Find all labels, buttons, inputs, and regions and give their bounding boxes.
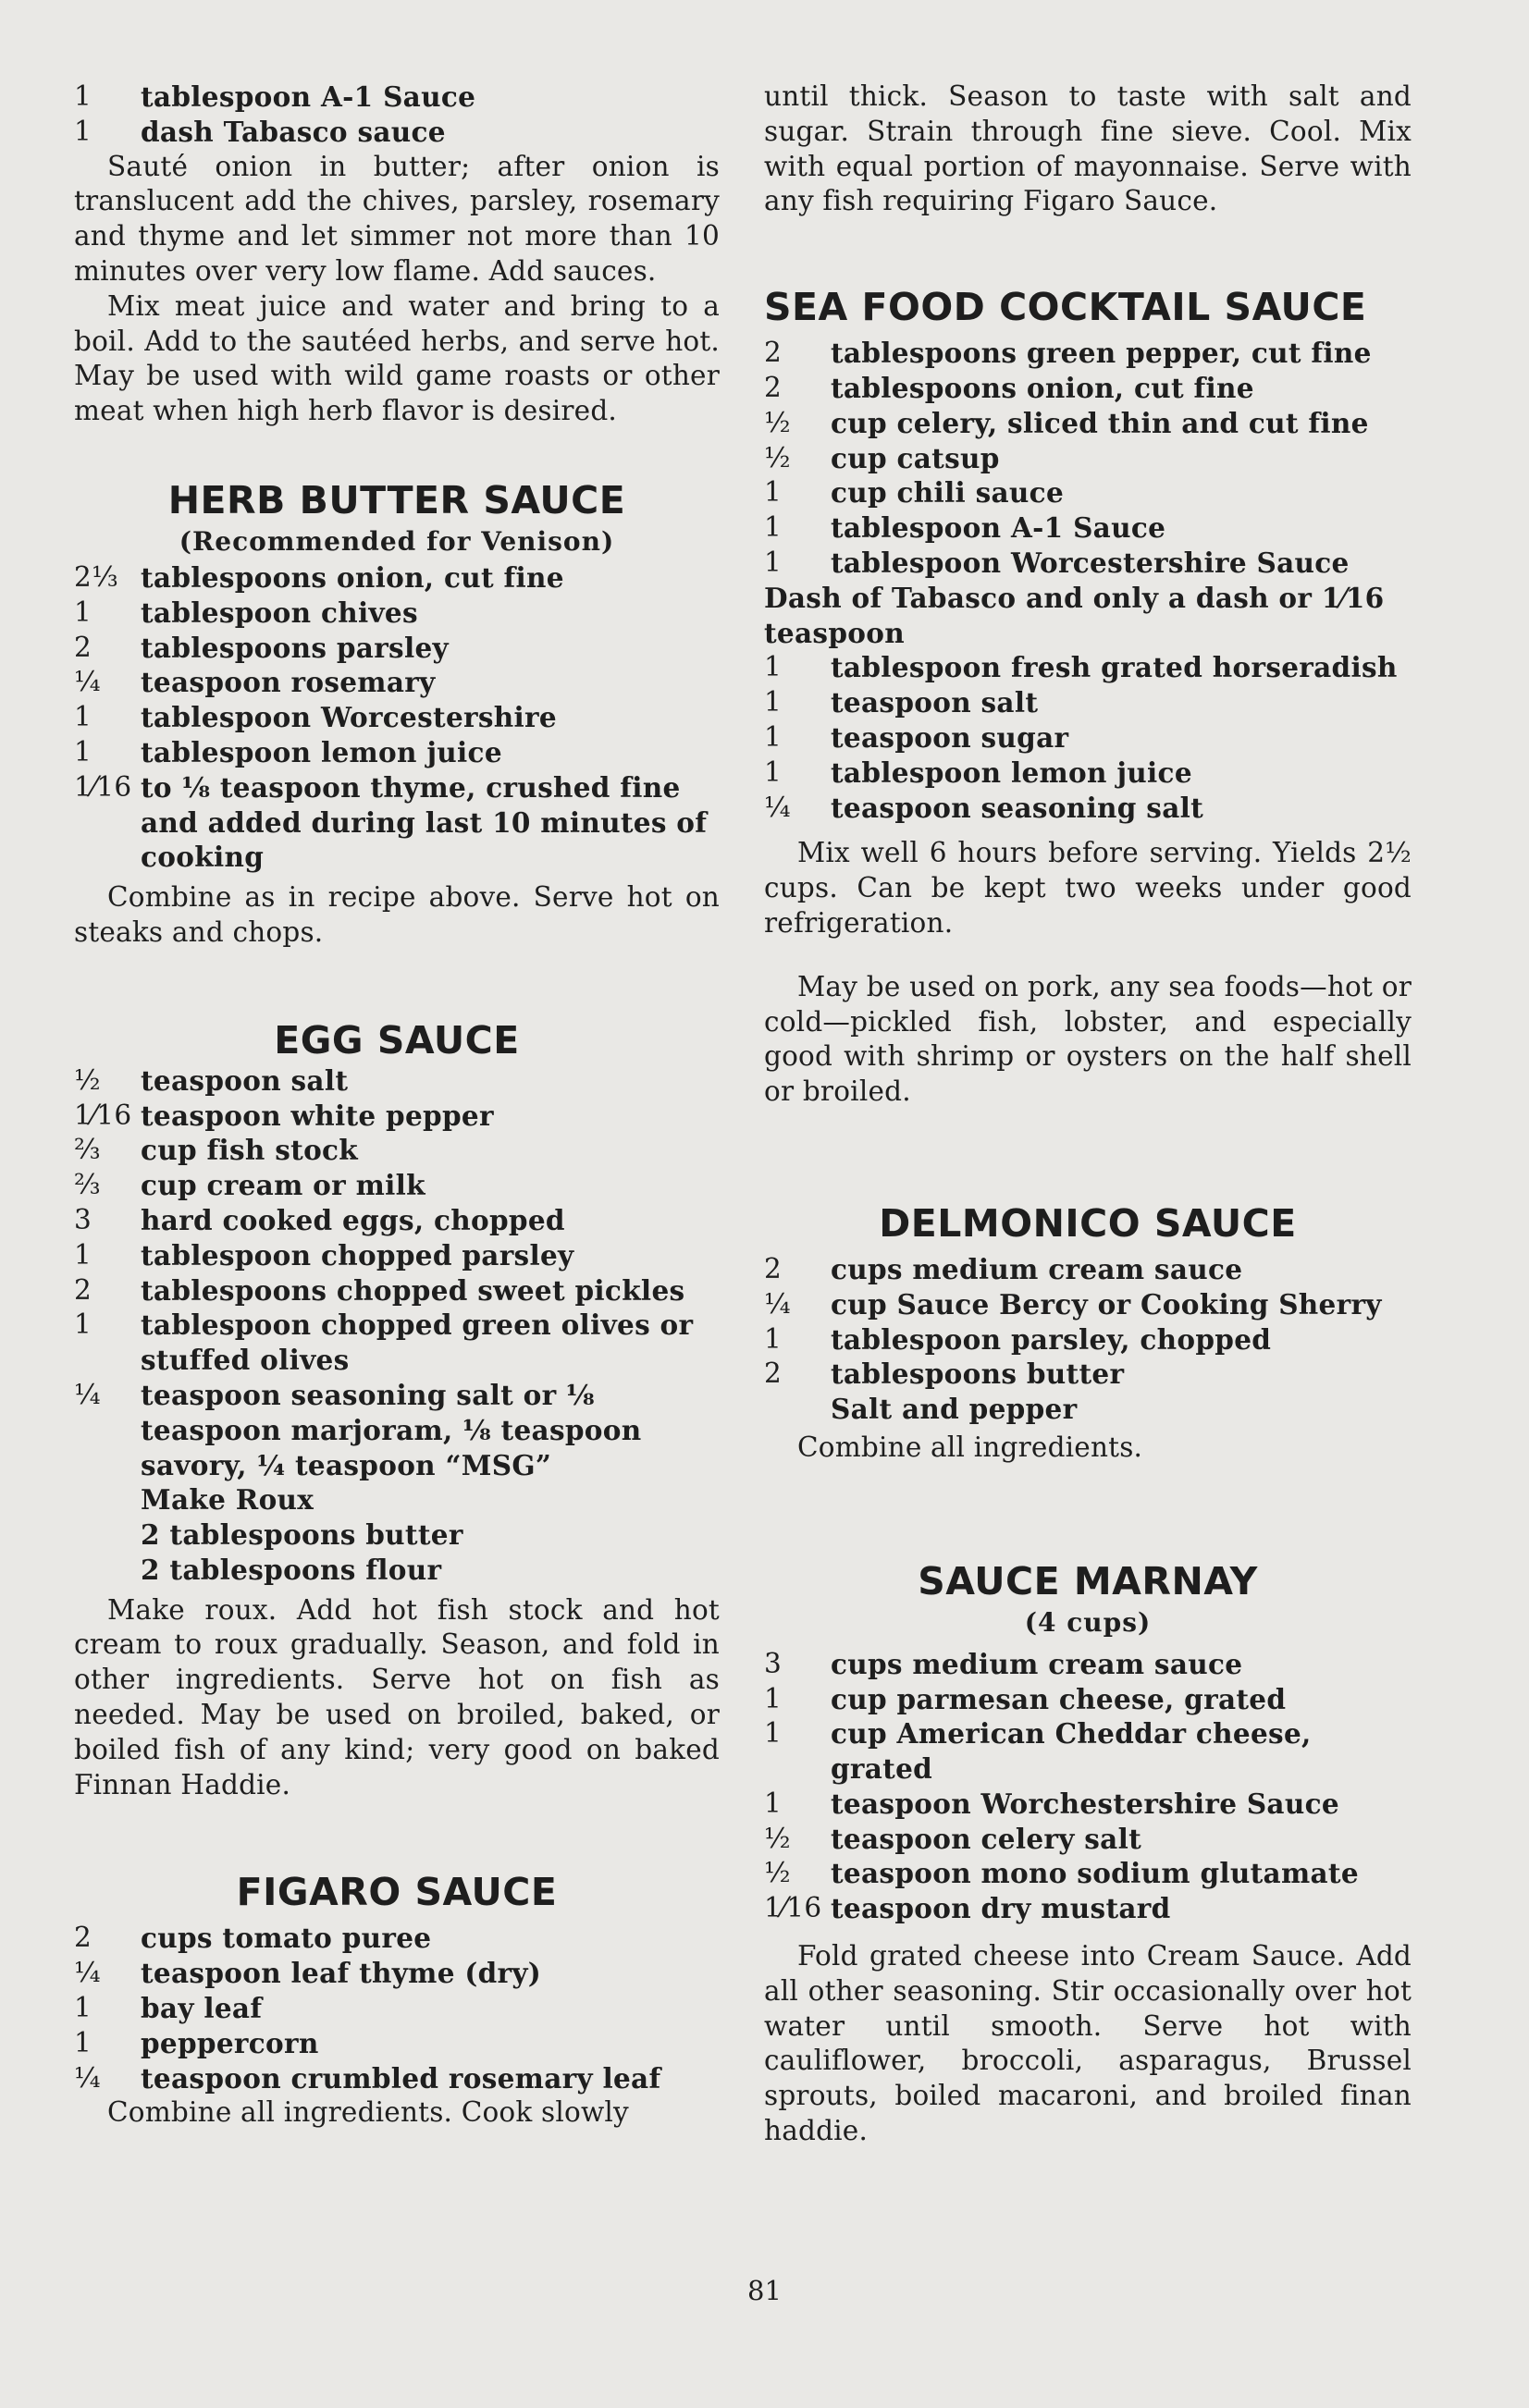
ingredient-text: tablespoons onion, cut fine <box>831 371 1254 404</box>
ingredient-row <box>764 1891 1412 1926</box>
ingredient-row <box>74 1133 720 1168</box>
ingredient-text: teaspoon seasoning salt <box>831 791 1204 824</box>
ingredient-row <box>74 1991 720 2026</box>
ingredient-text: cup fish stock <box>141 1134 359 1167</box>
ingredient-row <box>74 1921 720 1956</box>
ingredient-text: cup parmesan cheese, grated <box>831 1682 1287 1715</box>
ingredient-quantity: ¼ <box>764 791 791 823</box>
ingredient-row <box>74 770 720 875</box>
ingredient-row <box>74 115 720 150</box>
ingredient-text: tablespoons onion, cut fine <box>141 560 564 594</box>
ingredient-row <box>74 1099 720 1134</box>
ingredient-text: teaspoon Worchestershire Sauce <box>831 1787 1339 1820</box>
herb-butter-method: Combine as in recipe above. Serve hot on steaks and chops. <box>74 881 720 948</box>
ingredient-row <box>74 2061 720 2096</box>
ingredient-text: cup celery, sliced thin and cut fine <box>831 406 1369 439</box>
ingredient-row <box>764 720 1412 756</box>
ingredient-text: tablespoon chopped parsley <box>141 1238 574 1272</box>
ingredient-quantity: 1 <box>764 756 783 788</box>
ingredient-row <box>74 1482 720 1517</box>
ingredient-text: tablespoon fresh grated horseradish <box>831 651 1398 684</box>
ingredient-quantity: ½ <box>764 406 791 438</box>
ingredient-quantity: ½ <box>764 1822 791 1854</box>
ingredient-row <box>764 1716 1412 1787</box>
seafood-sauce-title: SEA FOOD COCKTAIL SAUCE <box>764 285 1367 330</box>
ingredient-quantity: 1 <box>764 720 783 753</box>
carryover-paragraph-1: Sauté onion in butter; after onion is translucent add the chives, parsley, rosemary and thyme and let simmer not more than 10 minutes over very low flame. Add sauces. <box>74 150 720 287</box>
ingredient-row <box>764 1647 1412 1682</box>
carryover-paragraph-2: Mix meat juice and water and bring to a boil. Add to the sautéed herbs, and serve hot. May be used with wild game roasts or other meat when high herb flavor is desired. <box>74 289 720 427</box>
delmonico-sauce-ingredients <box>764 1252 1412 1427</box>
ingredient-row <box>764 510 1412 546</box>
ingredient-quantity: 1 <box>764 476 783 509</box>
ingredient-row <box>764 1287 1412 1322</box>
ingredient-text: cup cream or milk <box>141 1169 425 1202</box>
ingredient-quantity: 1 <box>74 1238 92 1271</box>
ingredient-text: teaspoon sugar <box>831 720 1069 754</box>
seafood-sauce-ingredients <box>764 336 1412 825</box>
ingredient-text: teaspoon salt <box>141 1063 349 1097</box>
figaro-sauce-method-continued: until thick. Season to taste with salt and sugar. Strain through fine sieve. Cool. Mix with equal portion of mayonnaise. Serve with any fish requiring Figaro Sauce. <box>764 80 1412 217</box>
ingredient-row <box>74 1378 720 1482</box>
ingredient-text: cup American Cheddar cheese, grated <box>831 1717 1312 1786</box>
ingredient-row <box>764 1322 1412 1358</box>
ingredient-quantity: 1 <box>764 1787 783 1819</box>
ingredient-row <box>764 1856 1412 1891</box>
ingredient-row <box>764 371 1412 406</box>
marnay-sauce-method: Fold grated cheese into Cream Sauce. Add all other seasoning. Stir occasionally over hot water until smooth. Serve hot with cauliflower, broccoli, asparagus, Brussel sprouts, boiled macaroni, and broiled finan haddie. <box>764 1940 1412 2147</box>
ingredient-text: peppercorn <box>141 2026 319 2059</box>
egg-sauce-ingredients <box>74 1063 720 1588</box>
ingredient-text: teaspoon leaf thyme (dry) <box>141 1957 542 1990</box>
right-column <box>764 80 1412 2149</box>
ingredient-text: tablespoons parsley <box>141 631 449 664</box>
ingredient-row <box>764 1392 1412 1427</box>
ingredient-text: tablespoon A-1 Sauce <box>141 80 476 113</box>
ingredient-text: to ⅛ teaspoon thyme, crushed fine and added during last 10 minutes of cooking <box>141 770 708 874</box>
ingredient-text: teaspoon crumbled rosemary leaf <box>141 2061 661 2095</box>
ingredient-row <box>74 1063 720 1099</box>
ingredient-quantity: 1 <box>74 2026 92 2058</box>
figaro-sauce-title: FIGARO SAUCE <box>236 1870 558 1915</box>
ingredient-row <box>74 700 720 735</box>
ingredient-quantity: 1 <box>74 596 92 628</box>
ingredient-text: Salt and pepper <box>831 1393 1078 1426</box>
herb-butter-title: HERB BUTTER SAUCE <box>167 477 626 522</box>
ingredient-text: Make Roux <box>141 1483 314 1517</box>
ingredient-row <box>764 1357 1412 1392</box>
ingredient-text: teaspoon dry mustard <box>831 1892 1171 1925</box>
herb-butter-subtitle: (Recommended for Venison) <box>179 525 615 557</box>
ingredient-text: teaspoon seasoning salt or ⅛ teaspoon marjoram, ⅛ teaspoon savory, ¼ teaspoon “MSG” <box>141 1378 642 1481</box>
ingredient-quantity: 1⁄16 <box>74 1099 132 1131</box>
ingredient-text: tablespoon parsley, chopped <box>831 1322 1272 1356</box>
ingredient-row <box>764 581 1412 651</box>
ingredient-row <box>74 560 720 596</box>
ingredient-text: 2 tablespoons flour <box>141 1553 442 1586</box>
ingredient-quantity: ⅔ <box>74 1134 101 1166</box>
ingredient-quantity: ¼ <box>74 666 101 698</box>
ingredient-text: 2 tablespoons butter <box>141 1518 463 1552</box>
ingredient-quantity: ¼ <box>74 1378 101 1410</box>
ingredient-row <box>74 1238 720 1273</box>
ingredient-quantity: 1 <box>764 686 783 719</box>
ingredient-quantity: 1 <box>74 80 92 112</box>
ingredient-quantity: 1 <box>764 1682 783 1714</box>
ingredient-quantity: ⅔ <box>74 1169 101 1201</box>
ingredient-row <box>764 1252 1412 1287</box>
ingredient-text: tablespoons green pepper, cut fine <box>831 337 1372 370</box>
ingredient-row <box>74 80 720 115</box>
ingredient-row <box>74 631 720 666</box>
ingredient-quantity: 1 <box>764 511 783 544</box>
figaro-sauce-method-start: Combine all ingredients. Cook slowly <box>107 2096 629 2129</box>
ingredient-text: Dash of Tabasco and only a dash or 1⁄16 teaspoon <box>764 581 1385 649</box>
ingredient-text: cups medium cream sauce <box>831 1647 1243 1680</box>
ingredient-row <box>74 2026 720 2061</box>
ingredient-quantity: 1⁄16 <box>764 1892 822 1924</box>
ingredient-text: cups tomato puree <box>141 1922 432 1955</box>
ingredient-quantity: ¼ <box>74 2061 101 2094</box>
ingredient-quantity: 3 <box>764 1647 783 1679</box>
ingredient-quantity: 1 <box>74 735 92 768</box>
ingredient-row <box>74 1273 720 1308</box>
ingredient-quantity: ¼ <box>74 1957 101 1989</box>
ingredient-row <box>764 791 1412 826</box>
ingredient-text: tablespoon Worcestershire <box>141 701 557 734</box>
ingredient-text: tablespoon chives <box>141 596 418 629</box>
ingredient-row <box>74 596 720 631</box>
ingredient-text: tablespoon lemon juice <box>141 735 502 768</box>
ingredient-row <box>764 1682 1412 1717</box>
ingredient-text: cup Sauce Bercy or Cooking Sherry <box>831 1287 1382 1321</box>
ingredient-row <box>74 1168 720 1203</box>
ingredient-text: tablespoon lemon juice <box>831 756 1192 789</box>
ingredient-text: cup chili sauce <box>831 476 1065 510</box>
ingredient-text: teaspoon celery salt <box>831 1822 1142 1855</box>
ingredient-text: teaspoon salt <box>831 686 1039 719</box>
ingredient-quantity: 2 <box>764 337 783 369</box>
seafood-sauce-method-1: Mix well 6 hours before serving. Yields 2½ cups. Can be kept two weeks under good refrigeration. <box>764 837 1412 939</box>
page-number: 81 <box>747 2275 782 2306</box>
left-column <box>74 80 720 2131</box>
ingredient-text: hard cooked eggs, chopped <box>141 1203 565 1236</box>
ingredient-row <box>764 441 1412 476</box>
ingredient-quantity: 1 <box>74 1992 92 2024</box>
ingredient-text: teaspoon white pepper <box>141 1099 494 1132</box>
ingredient-quantity: 1 <box>74 115 92 147</box>
carryover-ingredients <box>74 80 720 150</box>
marnay-sauce-title: SAUCE MARNAY <box>918 1558 1258 1603</box>
ingredient-row <box>764 546 1412 581</box>
ingredient-quantity: 1 <box>764 1717 783 1750</box>
ingredient-row <box>764 336 1412 371</box>
ingredient-quantity: 2 <box>764 1358 783 1390</box>
delmonico-sauce-method: Combine all ingredients. <box>797 1431 1143 1463</box>
ingredient-quantity: 2 <box>764 371 783 403</box>
marnay-sauce-ingredients <box>764 1647 1412 1926</box>
figaro-sauce-ingredients <box>74 1921 720 2095</box>
marnay-sauce-subtitle: (4 cups) <box>1024 1606 1152 1638</box>
ingredient-quantity: ½ <box>764 441 791 473</box>
ingredient-text: tablespoon A-1 Sauce <box>831 511 1166 545</box>
ingredient-row <box>764 756 1412 791</box>
ingredient-text: bay leaf <box>141 1992 263 2025</box>
ingredient-row <box>74 1956 720 1991</box>
ingredient-row <box>74 735 720 770</box>
ingredient-row <box>74 665 720 700</box>
ingredient-text: teaspoon mono sodium glutamate <box>831 1857 1359 1890</box>
ingredient-row <box>764 475 1412 510</box>
ingredient-text: cups medium cream sauce <box>831 1252 1243 1285</box>
ingredient-quantity: 1 <box>764 546 783 578</box>
ingredient-quantity: 2⅓ <box>74 560 118 593</box>
ingredient-quantity: 1 <box>74 701 92 733</box>
ingredient-text: tablespoon Worcestershire Sauce <box>831 546 1350 579</box>
delmonico-sauce-title: DELMONICO SAUCE <box>879 1200 1297 1246</box>
seafood-sauce-method-2: May be used on pork, any sea foods—hot or cold—pickled fish, lobster, and especially good with shrimp or oysters on the half shell or broiled. <box>764 970 1412 1108</box>
ingredient-quantity: 1 <box>74 1308 92 1341</box>
ingredient-text: cup catsup <box>831 441 1000 474</box>
ingredient-quantity: 1⁄16 <box>74 770 132 803</box>
ingredient-quantity: 2 <box>74 1273 92 1306</box>
ingredient-quantity: ½ <box>74 1063 101 1096</box>
ingredient-quantity: 2 <box>764 1252 783 1284</box>
ingredient-text: teaspoon rosemary <box>141 666 436 699</box>
ingredient-quantity: 2 <box>74 631 92 663</box>
ingredient-quantity: 1 <box>764 651 783 683</box>
ingredient-row <box>74 1308 720 1378</box>
ingredient-row <box>74 1553 720 1588</box>
ingredient-row <box>764 685 1412 720</box>
ingredient-row <box>764 650 1412 685</box>
herb-butter-ingredients <box>74 560 720 875</box>
ingredient-text: dash Tabasco sauce <box>141 115 446 148</box>
ingredient-row <box>764 1787 1412 1822</box>
ingredient-row <box>74 1517 720 1553</box>
ingredient-text: tablespoons chopped sweet pickles <box>141 1273 685 1307</box>
ingredient-quantity: 3 <box>74 1203 92 1235</box>
ingredient-row <box>74 1203 720 1238</box>
ingredient-text: tablespoon chopped green olives or stuffed olives <box>141 1308 694 1377</box>
egg-sauce-title: EGG SAUCE <box>274 1017 520 1063</box>
ingredient-text: tablespoons butter <box>831 1358 1125 1391</box>
ingredient-quantity: 1 <box>764 1322 783 1355</box>
ingredient-quantity: 2 <box>74 1922 92 1954</box>
ingredient-row <box>764 406 1412 441</box>
ingredient-quantity: ½ <box>764 1857 791 1889</box>
ingredient-row <box>764 1822 1412 1857</box>
ingredient-quantity: ¼ <box>764 1287 791 1320</box>
egg-sauce-method: Make roux. Add hot fish stock and hot cream to roux gradually. Season, and fold in other ingredients. Serve hot on fish as needed. May be used on broiled, baked, or boiled fish of any kind; very good on baked Finnan Haddie. <box>74 1593 720 1800</box>
